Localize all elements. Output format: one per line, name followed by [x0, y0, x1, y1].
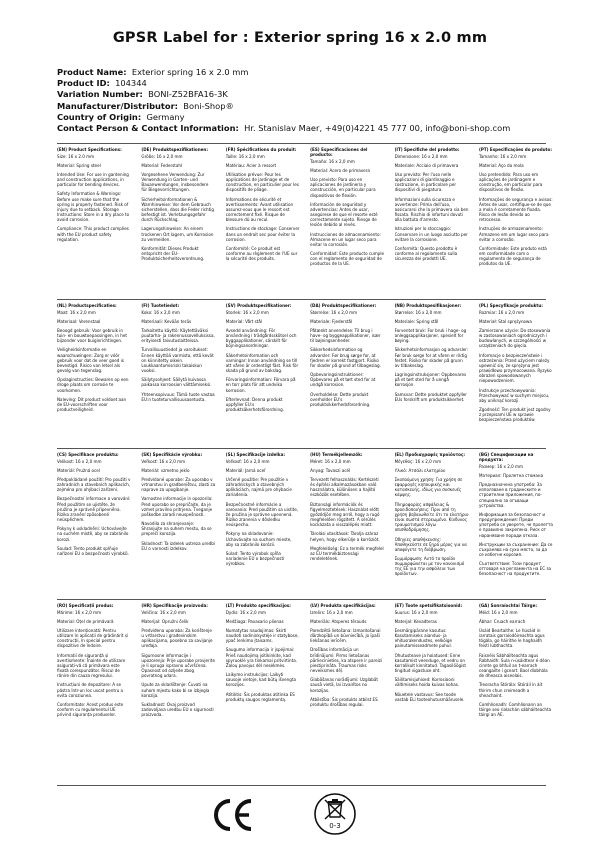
info-label: Variation Number: — [57, 89, 143, 100]
spec-paragraph: Tervezett felhasználás: Kertészeti és építési alkalmazásokban való használatra, különösen a hajlító eszközök esetében. — [310, 476, 379, 498]
spec-heading: (FI) Tuotetiedot: — [141, 303, 180, 308]
spec-paragraph: Material: Vårt stål — [225, 318, 263, 324]
spec-paragraph: Material: Acero de primavera — [310, 167, 370, 173]
spec-heading: (HU) Termékjellemzők: — [310, 452, 363, 457]
spec-paragraph: Размер: 16 x 2,0 mm — [478, 463, 524, 469]
spec-paragraph: Συμμόρφωση: Αυτό το προϊόν συμμορφώνεται με τον κανονισμό της ΕΕ για την ασφάλεια των προϊόντων. — [394, 556, 465, 577]
spec-paragraph: Compliance: This product complies with the EU product safety regulation. — [57, 226, 129, 242]
spec-paragraph: Comhlíonadh: Comhlíonann an táirge seo rialachán sábháilteachta táirgí an AE. — [478, 701, 552, 718]
info-row-product-name — [57, 67, 510, 78]
spec-heading: (ET) Toote spetsifikatsioonid: — [394, 603, 463, 608]
spec-paragraph: Materiaali: Kevään teräs — [141, 318, 192, 324]
spec-paragraph: Veličina: 16 x 2,0 mm — [141, 609, 186, 615]
spec-paragraph: Информация за безопасност и предупреждения: Преди употреба се уверете, че пролетта е правилно закрепена. Риск от нараняване поради отказа. — [478, 511, 553, 538]
spec-paragraph: Sicherheitsinformationen & Warnhinweise: Vor dem Gebrauch sicherstellen, dass die Feder richtig befestigt ist. Verletzungsgefahr durch Rückschlag. — [141, 196, 214, 223]
spec-heading: (GA) Sonraíochtaí Táirge: — [478, 603, 538, 608]
spec-paragraph: Pokyny k uskladnění: Uchovávejte na suchém místě, aby se zabránilo korozi. — [57, 526, 129, 542]
spec-paragraph: Opbevaringsinstruktioner: Opbevares på et tørt sted for at undgå korrosion. — [310, 372, 376, 388]
spec-paragraph: Materiale: Fjederstål — [310, 318, 353, 324]
spec-paragraph: Materijal: Opružni čelik — [141, 618, 189, 624]
spec-paragraph: Conformità: Questo prodotto è conforme al regolamento sulla sicurezza dei prodotti UE. — [394, 245, 458, 262]
spec-heading: (PL) Specyfikacje produktu: — [478, 303, 543, 308]
spec-paragraph: Rozmiar: 16 x 2,0 mm — [478, 309, 525, 315]
spec-paragraph: Informations de sécurité et avertissements: Avant utilisation assurez-vous que le ressort est correctement fixé. Risque de blessure dû au recul. — [225, 196, 294, 223]
spec-paragraph: Paredzētā lietošana: Izmantošanai dārzkopībā un būvniecībā, jo īpaši liekšanas ierīcēm. — [310, 627, 381, 644]
spec-paragraph: Υλικό: Ατσάλι ελατηρίου — [394, 467, 446, 473]
spec-paragraph: Størrelse: 16 x 2,0 mm — [310, 309, 358, 315]
spec-paragraph: Méret: 16 x 2,0 mm — [310, 458, 351, 464]
spec-paragraph: Tamanho: 16 x 2,0 mm — [478, 153, 527, 159]
spec-paragraph: Materiaal: Verenstaal — [57, 318, 101, 324]
spec-paragraph: Sukladnost: Ovaj proizvod zadovoljava uredbu EU o sigurnosti proizvoda. — [141, 701, 214, 718]
spec-paragraph: Úsáid Beartaithe: Le húsáid in iarratais garraíodóireachta agus tógála, go háirithe le haghaidh feistí lúbthachta. — [478, 627, 545, 649]
spec-paragraph: Ohutusteave ja hoiatused: Enne kasutamist veenduge, et vedru on korralikult kinnitatud. Tagasilöögist tingitud vigastuse oht. — [394, 652, 466, 674]
spec-paragraph: Medžiaga: Pavasario plienas — [225, 618, 284, 624]
info-value: Hr. Stanislav Maer, +49(0)4221 45 777 00, info@boni-shop.com — [244, 123, 511, 134]
spec-block — [479, 147, 553, 270]
spec-paragraph: Opslaginstructies: Bewaren op een droge plaats om corrosie te voorkomen. — [57, 377, 129, 393]
certification-logos — [0, 795, 600, 835]
spec-paragraph: Sikkerhedsinformation og advarsler: Før brug sørge for, at fjedren er korrekt fastgjort. Risiko for skader på grund af tilbageslag. — [310, 347, 381, 368]
spec-paragraph: Predviđena uporaba: Za korištenje u vrtlarstvu i građevinskim aplikacijama, posebno za savijanje uređaja. — [141, 627, 213, 649]
spec-paragraph: Laikymo instrukcijos: Laikyti sausoje vietoje, kad būtų išvengta korozijos. — [225, 672, 296, 688]
spec-paragraph: Material: Oțel de primăvară — [57, 618, 114, 624]
spec-paragraph: Utilizare intenționată: Pentru utilizare în aplicații de grădinărit și construcții, în special pentru dispozitive de îndoire. — [57, 627, 129, 649]
spec-block — [395, 303, 469, 426]
spec-paragraph: Material: Spring steel — [57, 162, 101, 168]
spec-block — [226, 303, 300, 426]
spec-heading: (NB) Produktspesifikasjoner: — [394, 303, 462, 308]
spec-paragraph: Größe: 16 x 2,0 mm — [141, 153, 183, 159]
spec-paragraph: Varnostne informacije in opozorila: Pred uporabo se prepričajte, da je vzmet pravilno pritrjena. Tveganje poškodbe zaradi neuspešnosti. — [141, 496, 213, 517]
info-row-variation-number — [57, 89, 510, 100]
spec-paragraph: Konformität: Dieses Produkt entspricht der EU-Produktsicherheitsverordnung. — [141, 245, 205, 262]
spec-paragraph: Informații de siguranță și avertismente: Înainte de utilizare asigurați-vă că primăvara este fixată corespunzător. Riscul de rănire din cauza regresului. — [57, 652, 126, 679]
spec-paragraph: Dimensione: 16 x 2,0 mm — [394, 153, 448, 159]
spec-block — [226, 452, 300, 581]
spec-paragraph: Materiál: Jarná oceľ — [225, 467, 266, 473]
spec-paragraph: Bezpečnostní informace a varování: Před použitím se ujistěte, že pružina je správně připevněna. Riziko zranění způsobené neúspěchem. — [57, 496, 131, 523]
spec-heading: (RO) Specificații produs: — [57, 603, 114, 608]
spec-heading: (CS) Specifikace produktu: — [57, 452, 119, 457]
info-label: Product Name: — [57, 67, 127, 77]
spec-paragraph: Avsedd användning: För användning i trädgårdsskötsel och byggapplikationer, särskilt för böjningsanordningar. — [225, 327, 297, 349]
spec-paragraph: Säilytysohjeet: Säilytä kuivassa paikassa korroosion välttämiseksi. — [141, 377, 212, 388]
spec-block — [141, 603, 215, 721]
spec-paragraph: Předpokládané použití: Pro použití v zahradních a stavebních aplikacích, zejména pro ohýbací zařízení. — [57, 476, 131, 493]
spec-paragraph: Navodila za shranjevanje: Shranjujte na suhem mestu, da se preprečí korozija. — [141, 521, 212, 537]
spec-paragraph: Safety Information & Warnings: Before use make sure that the spring is properly fastened. Risk of injury due to setback. Storage Instructions: Store in a dry place to avoid corrosion. — [57, 191, 130, 223]
info-value: BONI-Z52BFA16-3K — [148, 89, 228, 100]
spec-row — [57, 452, 553, 581]
spec-paragraph: Lagerungshinweise: An einem trockenen Ort lagern, um Korrosion zu vermeiden. — [141, 226, 214, 242]
info-label: Product ID: — [57, 78, 110, 89]
spec-heading: (LT) Produkto specifikacijos: — [225, 603, 291, 608]
spec-paragraph: Mărime: 16 x 2,0 mm — [57, 609, 102, 615]
spec-row — [57, 603, 553, 721]
spec-paragraph: Οδηγίες αποθήκευσης: Αποθηκεύστε σε ξηρό μέρος για να αποφύγετε τη διάβρωση. — [394, 536, 467, 552]
spec-paragraph: Størrelse: 16 x 2,0 mm — [394, 309, 442, 315]
product-info — [57, 67, 510, 134]
spec-heading: (BG) Спецификации на продукта: — [478, 452, 534, 463]
section-divider — [57, 143, 546, 144]
spec-paragraph: Velikost: 16 x 2,0 mm — [57, 458, 102, 464]
spec-paragraph: Tarkoitettu käyttö: Käytettäväksi puutarha- ja rakennussovelluksissa, erityisesti taivutuslaitteissa. — [141, 327, 215, 344]
spec-heading: (SL) Specifikacije izdelka: — [225, 452, 285, 457]
spec-block — [57, 603, 131, 721]
ce-mark-icon — [211, 795, 255, 835]
spec-heading: (FR) Spécifications du produit: — [225, 147, 297, 152]
spec-row — [57, 147, 553, 270]
spec-paragraph: Vorgesehene Verwendung: Zur Verwendung in Garten- und Bauanwendungen, insbesondere für Biegevorrichtungen. — [141, 171, 209, 193]
spec-paragraph: Saugumo informacija ir įspėjimai: Prieš naudojimą įsitikinkite, kad spyruoklė yra tinkamai pritvirtinta. Žaloų pavojus dėl nesėkmės. — [225, 647, 298, 668]
info-row-country — [57, 112, 510, 123]
info-row-manufacturer — [57, 101, 510, 112]
info-value: Exterior spring 16 x 2.0 mm — [131, 67, 249, 77]
spec-block — [141, 147, 215, 270]
spec-paragraph: Instrukcje przechowywania: Przechowywać w suchym miejscu, aby uniknąć korozji. — [478, 387, 550, 403]
spec-paragraph: Zgodność: Ten produkt jest zgodny z przepisami UE w sprawie bezpieczeństwa produktów. — [478, 407, 551, 423]
spec-paragraph: Uso pretendido: Para uso em aplicações de jardinagem e construção, em particular para dispositivos de flexão. — [478, 171, 543, 193]
spec-paragraph: Dydis: 16 x 2,0 mm — [225, 609, 266, 615]
spec-paragraph: Určené použitie: Pre použitie v záhradníckych a stavebných aplikáciách, najmä pre ohýbacie zariadenia. — [225, 476, 292, 498]
spec-paragraph: Предназначена употреба: За използване в градинските и строителни приложения, по-специално за огъващи устройства. — [478, 482, 542, 508]
spec-paragraph: Instrucciones de almacenamiento: Almacene en un lugar seco para evitar la corrosión. — [310, 231, 381, 247]
spec-block — [226, 603, 300, 721]
spec-block — [479, 603, 553, 721]
spec-paragraph: Koko: 16 x 2,0 mm — [141, 309, 180, 315]
spec-paragraph: Méid: 16 x 2,0 mm — [478, 609, 518, 615]
spec-paragraph: Πληροφορίες ασφάλειας & προειδοποιήσεις: Πριν από τη χρήση βεβαιωθείτε ότι το ελατήριο είναι σωστά στερεωμένο. Κίνδυνος τραυματισμού λόγω οπισθοδρόμησης. — [394, 501, 469, 533]
spec-paragraph: Tárolási utasítások: Tárolja száraz helyen, hogy elkerülje a korróziót. — [310, 531, 380, 542]
spec-block — [310, 603, 384, 721]
spec-block — [310, 147, 384, 270]
spec-paragraph: Инструкции за съхранение: Да се съхранява на сухо място, за да се избегне корозия. — [478, 541, 553, 557]
section-divider — [57, 448, 546, 449]
spec-paragraph: Conformidad: Este producto cumple con el reglamento de seguridad de productos de la UE. — [310, 251, 384, 267]
spec-paragraph: Förvaringsinformation: Förvara på en torr plats för att undvika korrosion. — [225, 377, 296, 393]
spec-paragraph: Veľkosť: 16 x 2,0 mm — [225, 458, 270, 464]
spec-paragraph: Storlek: 16 x 2,0 mm — [225, 309, 269, 315]
spec-heading: (PT) Especificações do produto: — [478, 147, 552, 152]
spec-paragraph: Efterlevnad: Denna produkt uppfyller EU:s produktsäkerhetsförordning. — [225, 396, 284, 412]
spec-paragraph: Atitiktis: Šis produktas atitinka ES produktų saugos reglamentą. — [225, 691, 295, 702]
spec-paragraph: Conformitate: Acest produs este conform cu regulamentul UE privind siguranța produselor. — [57, 701, 124, 718]
spec-paragraph: Samsvar: Dette produktet oppfyller EUs forskrift om produktsikkerhet. — [394, 391, 467, 402]
spec-paragraph: Matériau: Acier à ressort — [225, 162, 277, 168]
spec-block — [57, 303, 131, 426]
spec-heading: (SV) Produktspecifikationer: — [225, 303, 292, 308]
spec-paragraph: Säilitamisjuhised: Korrosiooni vältimiseks hoida kuivas kohas. — [394, 677, 460, 688]
spec-paragraph: Suurus: 16 x 2,0 mm — [394, 609, 438, 615]
spec-paragraph: Utilisation prévue: Pour les applications de jardinage et de construction, en particulier pour les dispositifs de pliage. — [225, 171, 299, 193]
spec-paragraph: Eesmärgipärane kasutus: Kasutamiseks aiandus- ja ehitusrakendustes, eelkõige painutamisseadmete puhul. — [394, 627, 453, 649]
spec-paragraph: Tamaño: 16 x 2,0 mm — [310, 158, 355, 164]
spec-paragraph: Påtænkt anvendelse: Til brug i have- og byggeapplikationer, især til bøjningsenheder. — [310, 327, 381, 344]
spec-paragraph: Material: Federstahl — [141, 162, 183, 168]
spec-paragraph: Sikkerhetsinformasjon og advarsler: Før bruk sørge for at våren er riktig festet. Risiko for skader på grunn av tilbakeslag. — [394, 347, 469, 368]
spec-paragraph: Forventet bruk: For bruk i hage- og anleggsapplikasjoner, spesielt for bøying. — [394, 327, 467, 344]
spec-paragraph: Uso previsto: Para uso en aplicaciones de jardinería y construcción, en particular para dispositivos de flexión. — [310, 177, 376, 198]
spec-paragraph: Istruzioni per lo stoccaggio: Conservare in un luogo asciutto per evitare la corrosione. — [394, 226, 468, 242]
spec-paragraph: Predvídané uporabe: Za uporabo v vrtnarstvu in gradbeništvu, zlasti za naprave za upogibanje. — [141, 476, 216, 493]
weee-bin-icon — [311, 792, 359, 836]
spec-paragraph: Yhteensopivuus: Tämä tuote vastaa EU:n tuoteturvallisuusasetusta. — [141, 391, 215, 402]
info-row-product-id — [57, 78, 510, 89]
spec-paragraph: Informazioni sulla sicurezza e avvertenze: Prima dell'uso, assicurarsi che la primavera sia ben fissata. Rischio di infortuni dovuti alla battuta d'arresto. — [394, 196, 469, 223]
spec-block — [479, 303, 553, 426]
spec-block — [310, 303, 384, 426]
spec-paragraph: Σκοπούμενη χρήση: Για χρήση σε εφαρμογές κηπουρικής και κατασκευής, ιδίως για συσκευές κάμψης. — [394, 476, 463, 498]
spec-row — [57, 303, 553, 426]
spec-paragraph: Súlad: Tento výrobok spĺňa nariadenie EÚ o bezpečnosti výrobkov. — [225, 550, 285, 567]
bin-age-code: 0-3 — [329, 822, 341, 830]
spec-paragraph: Material: Aço da mola — [478, 162, 524, 168]
spec-heading: (EN) Product Specifications: — [57, 147, 122, 152]
spec-block — [57, 452, 131, 581]
spec-paragraph: Anyag: Tavaszi acél — [310, 467, 351, 473]
spec-paragraph: Información de seguridad y advertencias: Antes de usar, asegúrese de que el resorte esté correctamente sujeto. Riesgo de lesión debido al revés. — [310, 201, 378, 228]
spec-block — [226, 147, 300, 270]
spec-paragraph: Drošības informācija un brīdinājumi: Pirms lietošanas pārliecinieties, ka atspere ir pareizi piestiprināta. Traumas risks neveiksmes dēļ. — [310, 647, 383, 674]
section-divider — [57, 299, 546, 300]
spec-paragraph: Size: 16 x 2.0 mm — [57, 153, 95, 159]
spec-paragraph: Turvallisuustiedot ja varoitukset: Ennen käyttöä varmista, että kevät on kiinnitetty oikein. Loukkaantumisriski takaiskun vuoksi. — [141, 347, 214, 374]
spec-paragraph: Sigurnosne informacije i upozorenja: Prije uporabe provjerite je li opruga ispravno učvršćena. Opasnost od ozljede zbog povratnog udara. — [141, 652, 215, 679]
spec-paragraph: Materiál: vzmetno jeklo — [141, 467, 190, 473]
spec-block — [310, 452, 384, 581]
spec-heading: (HR) Specifikacije proizvoda: — [141, 603, 208, 608]
spec-paragraph: Megfelelőség: Ez a termék megfelel az EU termékbiztonsági rendeletének. — [310, 545, 384, 561]
info-label: Contact Person & Contact Information: — [57, 123, 239, 134]
info-value: Germany — [146, 111, 185, 122]
spec-paragraph: Материал: Пролетна стомана — [478, 472, 544, 478]
spec-paragraph: Materiale: Spring stål — [394, 318, 439, 324]
spec-paragraph: Uso previsto: Per l'uso nelle applicazioni di giardinaggio e costruzione, in particolare per dispositivi di piegatura. — [394, 171, 457, 193]
spec-paragraph: Säkerhetsinformation och varningar: Innan användning se till att våren är ordentligt fäst. Risk för skada på grund av bakslag. — [225, 352, 299, 374]
spec-paragraph: Materiale: Acciaio di primavera — [394, 162, 459, 168]
spec-paragraph: Informações de segurança e avisos: Antes de usar, certifique-se de que a mola é corretamente fixada. Risco de lesão devido ao retrocesso. — [478, 196, 553, 223]
spec-paragraph: Izmērs: 16 x 2,0 mm — [310, 609, 353, 615]
spec-paragraph: Naleving: Dit product voldoet aan de EU-voorschriften voor productveiligheid. — [57, 396, 127, 412]
spec-paragraph: Upute za skladištenje: Čuvati na suhom mjestu kako bi se izbjegla korozija. — [141, 682, 210, 698]
spec-heading: (IT) Specifiche del prodotto: — [394, 147, 460, 152]
spec-paragraph: Atbilstība: Šis produkts atbilst ES produktu drošības regulai. — [310, 696, 378, 707]
spec-paragraph: Materiāls: Atsperes tērauds — [310, 618, 367, 624]
spec-paragraph: Taille: 16 x 2,0 mm — [225, 153, 265, 159]
spec-heading: (DE) Produktspezifikationen: — [141, 147, 208, 152]
spec-paragraph: Instrucțiuni de depozitare: A se păstra într-un loc uscat pentru a evita coroziunea. — [57, 682, 124, 698]
spec-heading: (DA) Produktspecifikationer: — [310, 303, 377, 308]
spec-paragraph: Μέγεθος: 16 x 2,0 mm — [394, 458, 442, 464]
spec-paragraph: Informacje o bezpieczeństwie i ostrzeżenia: Przed użyciem należy upewnić się, że sprężyna jest prawidłowo przymocowana. Ryzyko obrażeń spowodowanych niepowodzeniem. — [478, 352, 552, 384]
spec-paragraph: Instructions de stockage: Conserver dans un endroit sec pour éviter la corrosion. — [225, 226, 300, 242]
section-divider — [57, 599, 546, 600]
spec-paragraph: Beoogd gebruik: Voor gebruik in tuin- en bouwtoepassingen, in het bijzonder voor buiginrichtingen. — [57, 327, 127, 344]
info-row-contact — [57, 123, 510, 134]
spec-paragraph: Treoracha Stórála: Stóráil in áit thirim chun creimeadh a sheachaint. — [478, 682, 543, 698]
info-value: Boni-Shop® — [183, 100, 234, 111]
spec-block — [57, 147, 131, 270]
section-divider — [57, 785, 546, 786]
spec-paragraph: Intended Use: For use in gardening and construction applications, in particular for bending devices. — [57, 171, 129, 188]
page-title: GPSR Label for : Exterior spring 16 x 2.0 mm — [112, 30, 488, 46]
spec-paragraph: Veľkosť: 16 x 2,0 mm — [141, 458, 186, 464]
spec-heading: (SK) Špecifikácie výrobku: — [141, 452, 203, 457]
spec-paragraph: Skladnosť: Ta izdelek ustreza uredbi EU o varnosti izdelkov. — [141, 540, 215, 551]
spec-block — [395, 147, 469, 270]
spec-heading: (LV) Produkta specifikācijas: — [310, 603, 376, 608]
spec-paragraph: Veiligheidsinformatie en waarschuwingen: Zorg er vóór gebruik voor dat de veer goed is bevestigd. Risico van letsel als gevolg van tegenslag. — [57, 347, 124, 374]
info-value: 104344 — [115, 78, 147, 89]
spec-paragraph: Nõuetele vastavus: See toode vastab ELi tooteohutusmäärusele. — [394, 691, 465, 702]
spec-paragraph: Materjal: Kevadteras — [394, 618, 437, 624]
spec-paragraph: Overholdelse: Dette produkt overholder EU's produktsikkerhedsforordning. — [310, 391, 371, 407]
spec-paragraph: Ábhar: Cruach earrach — [478, 618, 526, 624]
spec-block — [141, 303, 215, 426]
spec-paragraph: Biztonsági információk és figyelmeztetések: Használat előtt győződjön meg arról, hogy a rugó megfelelően rögzített. A sérülés kockázata a visszalépés miatt. — [310, 501, 380, 528]
spec-paragraph: Conformidade: Este produto está em conformidade com o regulamento de segurança de produtos da UE. — [478, 245, 547, 267]
spec-paragraph: Съответствие: Този продукт отговаря на регламента на ЕС за безопасност на продуктите. — [478, 561, 552, 577]
spec-paragraph: Zamierzone użycie: Do stosowania w zastosowaniach ogrodniczych i budowlanych, w szczególności w urządzeniach do gięcia. — [478, 327, 551, 349]
spec-block — [141, 452, 215, 581]
spec-paragraph: Maat: 16 x 2,0 mm — [57, 309, 96, 315]
spec-heading: (ES) Especificaciones del producto: — [310, 147, 368, 158]
info-label: Manufacturer/Distributor: — [57, 100, 179, 111]
spec-heading: (NL) Productspecificaties: — [57, 303, 117, 308]
spec-paragraph: Soulad: Tento produkt splňuje nařízení EU o bezpečnosti výrobků. — [57, 545, 129, 556]
info-label: Country of Origin: — [57, 111, 142, 122]
spec-paragraph: Pokyny na skladovanie: Uchovávajte na suchom mieste, aby sa zabránilo korózii. — [225, 531, 292, 547]
spec-paragraph: Glabāšanas norādījumi: Uzglabāt sausā vietā, lai izvairītos no korozijas. — [310, 677, 378, 693]
spec-paragraph: Bezpečnostné informácie a varovania: Pred použitím sa uistite, že pružina je správne upevnená. Riziko zranenia v dôsledku neúspechu. — [225, 501, 299, 528]
spec-paragraph: Numatytas naudojimas: Skirti naudoti sodininkystėje ir statybose, ypač lenkimo įtaisams. — [225, 627, 299, 644]
spec-heading: (EL) Προδιαγραφές προϊόντος: — [394, 452, 466, 457]
spec-paragraph: Materiál: Pružná ocel — [57, 467, 100, 473]
spec-paragraph: Conformité: Ce produit est conforme au règlement de l'UE sur la sécurité des produits. — [225, 245, 298, 262]
spec-paragraph: Instruções de armazenamento: Armazene em um lugar seco para evitar a corrosão. — [478, 226, 549, 242]
spec-block — [479, 452, 553, 581]
spec-paragraph: Materiał: Stal sprężynowa — [478, 318, 532, 324]
spec-block — [395, 452, 469, 581]
spec-block — [395, 603, 469, 721]
spec-paragraph: Lagringsinstruksjoner: Oppbevares på et tørt sted for å unngå korrosjon. — [394, 372, 467, 388]
spec-paragraph: Faisnéis Sábháilteachta agus Rabhaidh: Sula n-úsáidtear é déan cinnte go bhfuil an t-earrach ceangailte i gceart. Baol díobhála de dheasca aiseolais. — [478, 652, 550, 679]
